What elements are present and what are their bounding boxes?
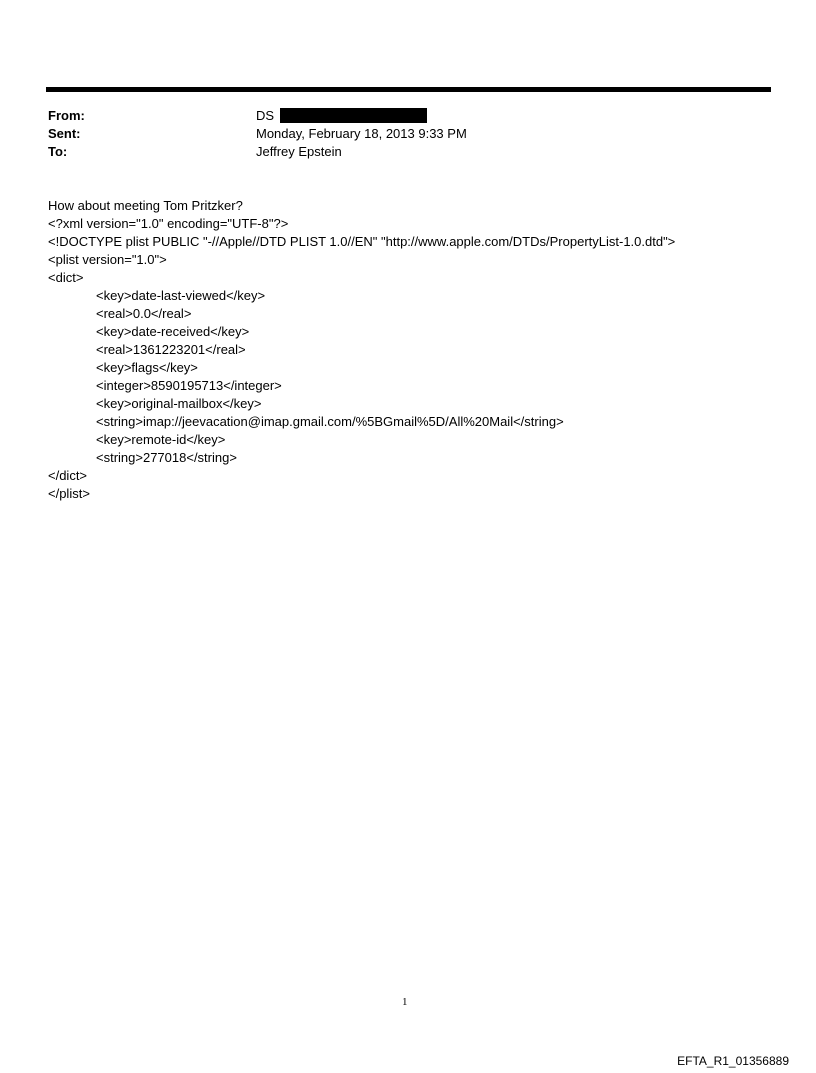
body-line: <!DOCTYPE plist PUBLIC "-//Apple//DTD PLIST 1.0//EN" "http://www.apple.com/DTDs/PropertyList-1.0.dtd">: [48, 234, 676, 249]
body-line: <real>0.0</real>: [96, 306, 192, 321]
to-label: To:: [48, 144, 68, 159]
body-line: <plist version="1.0">: [48, 252, 167, 267]
body-line: <dict>: [48, 270, 84, 285]
sent-label: Sent:: [48, 126, 81, 141]
document-id: EFTA_R1_01356889: [677, 1054, 789, 1068]
body-line: <real>1361223201</real>: [96, 342, 246, 357]
body-line: <?xml version="1.0" encoding="UTF-8"?>: [48, 216, 289, 231]
body-line: <key>date-received</key>: [96, 324, 250, 339]
from-label: From:: [48, 108, 85, 123]
body-line: <key>remote-id</key>: [96, 432, 226, 447]
body-line: <key>date-last-viewed</key>: [96, 288, 266, 303]
body-line: <string>imap://jeevacation@imap.gmail.com/%5BGmail%5D/All%20Mail</string>: [96, 414, 564, 429]
body-line: <key>original-mailbox</key>: [96, 396, 262, 411]
body-line: </plist>: [48, 486, 90, 501]
from-value: [256, 107, 427, 125]
body-line: <key>flags</key>: [96, 360, 198, 375]
page-number: 1: [402, 996, 408, 1008]
header-rule: [46, 87, 771, 92]
redaction-bar: [280, 108, 427, 123]
body-line: <integer>8590195713</integer>: [96, 378, 282, 393]
body-line: How about meeting Tom Pritzker?: [48, 198, 243, 213]
body-line: </dict>: [48, 468, 88, 483]
to-value: Jeffrey Epstein: [256, 144, 342, 159]
from-name: DS: [256, 108, 275, 123]
sent-value: Monday, February 18, 2013 9:33 PM: [256, 126, 467, 141]
body-line: <string>277018</string>: [96, 450, 237, 465]
